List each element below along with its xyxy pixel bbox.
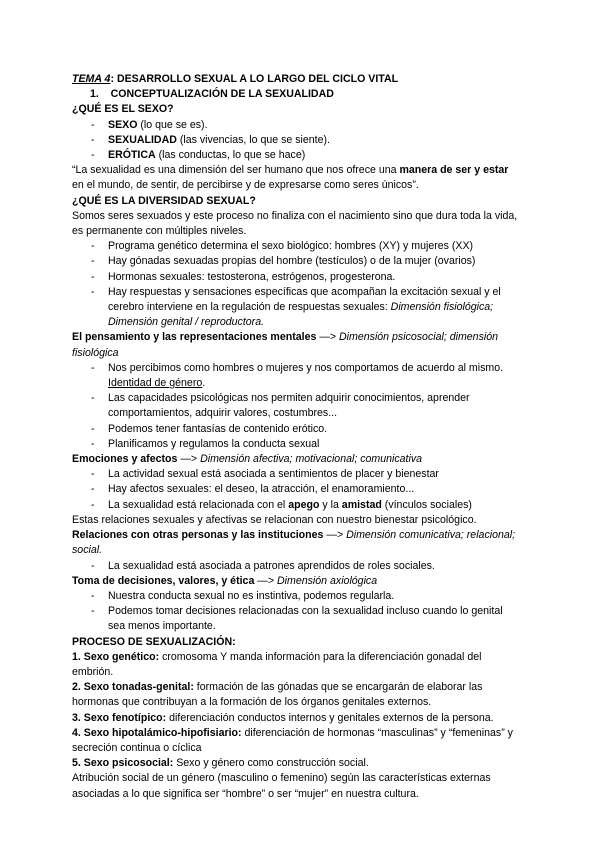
list-item: - Nos percibimos como hombres o mujeres y nos comportamos de acuerdo al mismo. Identidad de género. (72, 361, 522, 391)
proceso-closing: Atribución social de un género (masculino o femenino) según las características externas asociadas a lo que significa ser “hombre” o ser “mujer” en nuestra cultura. (72, 772, 491, 800)
list-item: - ERÓTICA (las conductas, lo que se hace) (72, 148, 522, 163)
list-item: - Hay gónadas sexuadas propias del hombre (testículos) o de la mujer (ovarios) (72, 254, 522, 269)
proceso-step: 4. Sexo hipotalámico-hipofisiario: diferenciación de hormonas “masculinas” y “femeninas” y secreción continua o cíclica (72, 726, 513, 754)
diversidad-list (72, 239, 522, 330)
list-item: - Podemos tomar decisiones relacionadas con la sexualidad incluso cuando lo genital sea menos importante. (72, 604, 522, 634)
document-page (72, 72, 522, 802)
list-item: - Las capacidades psicológicas nos permiten adquirir conocimientos, aprender comportamientos, adquirir valores, costumbres... (72, 391, 522, 421)
proceso-heading: PROCESO DE SEXUALIZACIÓN: (72, 635, 236, 648)
que-es-sexo-heading: ¿QUÉ ES EL SEXO? (72, 103, 174, 116)
relaciones-heading: Relaciones con otras personas y las instituciones —> Dimensión comunicativa; relacional; social. (72, 529, 516, 557)
sexuality-quote: “La sexualidad es una dimensión del ser humano que nos ofrece una manera de ser y estar en el mundo, de sentir, de percibirse y de expresarse como seres únicos”. (72, 164, 509, 192)
section-heading: 1. CONCEPTUALIZACIÓN DE LA SEXUALIDAD (90, 88, 334, 101)
que-es-sexo-list (72, 118, 522, 164)
proceso-step: 2. Sexo tonadas-genital: formación de las gónadas que se encargarán de elaborar las hormonas que contribuyan a la formación de los órganos genitales externos. (72, 681, 483, 709)
proceso-step: 5. Sexo psicosocial: Sexo y género como construcción social. (72, 757, 369, 770)
emociones-note: Estas relaciones sexuales y afectivas se relacionan con nuestro bienestar psicológico. (72, 513, 477, 526)
list-item: - Nuestra conducta sexual no es instintiva, podemos regularla. (72, 589, 522, 604)
decisiones-heading: Toma de decisiones, valores, y ética —> Dimensión axiológica (72, 574, 378, 587)
relaciones-list (72, 559, 522, 574)
list-item: - La sexualidad está asociada a patrones aprendidos de roles sociales. (72, 559, 522, 574)
decisiones-list (72, 589, 522, 635)
document-title: TEMA 4: DESARROLLO SEXUAL A LO LARGO DEL CICLO VITAL (72, 73, 399, 85)
proceso-step: 3. Sexo fenotípico: diferenciación conductos internos y genitales externos de la persona. (72, 711, 494, 724)
emociones-list (72, 467, 522, 513)
diversidad-heading: ¿QUÉ ES LA DIVERSIDAD SEXUAL? (72, 194, 256, 207)
pensamiento-list (72, 361, 522, 452)
proceso-step: 1. Sexo genético: cromosoma Y manda información para la diferenciación gonadal del embrión. (72, 650, 482, 678)
list-item: - Programa genético determina el sexo biológico: hombres (XY) y mujeres (XX) (72, 239, 522, 254)
list-item: - Podemos tener fantasías de contenido erótico. (72, 422, 522, 437)
emociones-heading: Emociones y afectos —> Dimensión afectiva; motivacional; comunicativa (72, 453, 423, 466)
diversidad-intro: Somos seres sexuados y este proceso no finaliza con el nacimiento sino que dura toda la vida, es permanente con múltiples niveles. (72, 209, 518, 238)
list-item: - Hay afectos sexuales: el deseo, la atracción, el enamoramiento... (72, 482, 522, 497)
list-item: - SEXUALIDAD (las vivencias, lo que se siente). (72, 133, 522, 148)
list-item: - Hormonas sexuales: testosterona, estrógenos, progesterona. (72, 270, 522, 285)
list-item: - Planificamos y regulamos la conducta sexual (72, 437, 522, 452)
list-item: - La actividad sexual está asociada a sentimientos de placer y bienestar (72, 467, 522, 482)
list-item: - La sexualidad está relacionada con el apego y la amistad (vínculos sociales) (72, 498, 522, 513)
list-item: - SEXO (lo que se es). (72, 118, 522, 133)
pensamiento-heading: El pensamiento y las representaciones mentales —> Dimensión psicosocial; dimensión fisiológica (72, 331, 499, 359)
list-item: - Hay respuestas y sensaciones específicas que acompañan la excitación sexual y el cerebro interviene en la regulación de respuestas sexuales: Dimensión fisiológica; Dimensión genital / reproductora. (72, 285, 522, 331)
